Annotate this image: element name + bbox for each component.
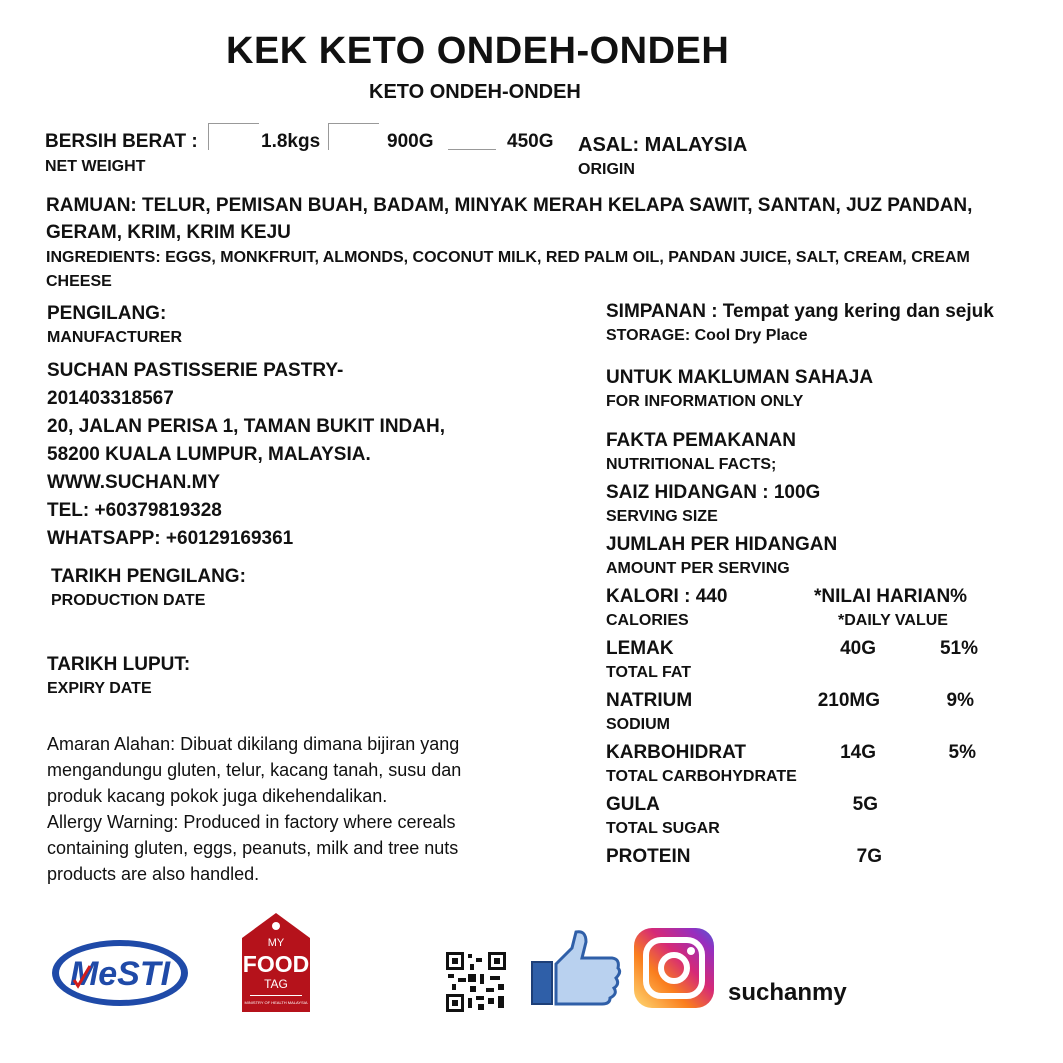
storage-label-en: STORAGE: Cool Dry Place [606, 327, 808, 344]
mesti-logo [50, 938, 190, 1008]
nutrient-name-en: TOTAL CARBOHYDRATE [606, 768, 797, 785]
instagram-handle[interactable]: suchanmy [728, 979, 847, 1006]
amount-per-serving: JUMLAH PER HIDANGAN [606, 534, 838, 555]
mesti-wordmark: MeSTI [69, 955, 171, 993]
ingredients-ms-line2: GERAM, KRIM, KRIM KEJU [46, 222, 291, 243]
net-weight-label: BERSIH BERAT : [45, 131, 198, 152]
myfoodtag-logo-graphic [240, 912, 312, 1014]
whatsapp-number: WHATSAPP: +60129169361 [47, 528, 294, 549]
nutrient-amount: 210MG [817, 690, 880, 711]
website-link[interactable]: WWW.SUCHAN.MY [47, 472, 221, 493]
nutrient-name: NATRIUM [606, 690, 693, 711]
serving-size: SAIZ HIDANGAN : 100G [606, 482, 821, 503]
nutrient-amount: 7G [856, 846, 882, 867]
weight-option-1: 1.8kgs [261, 131, 321, 152]
address-line: 20, JALAN PERISA 1, TAMAN BUKIT INDAH, [47, 416, 445, 437]
nutrient-name-en: SODIUM [606, 716, 670, 733]
manufacturer-label-en: MANUFACTURER [47, 329, 183, 346]
ingredients-en-line2: CHEESE [46, 273, 112, 290]
address-line: 58200 KUALA LUMPUR, MALAYSIA. [47, 444, 371, 465]
product-title: KEK KETO ONDEH-ONDEH [226, 30, 730, 72]
allergy-warning [47, 731, 527, 887]
allergy-en-line: products are also handled. [47, 864, 260, 884]
nutrient-amount: 5G [852, 794, 878, 815]
origin-label-en: ORIGIN [578, 161, 635, 178]
weight-checkbox-1[interactable] [208, 123, 259, 150]
daily-value-header: *NILAI HARIAN% [814, 586, 968, 607]
allergy-ms-line: produk kacang pokok juga dikehendalikan. [47, 786, 388, 806]
myfood-ministry: MINISTRY OF HEALTH MALAYSIA [244, 1000, 308, 1005]
nutrient-name: LEMAK [606, 638, 674, 659]
amount-per-serving-en: AMOUNT PER SERVING [606, 560, 790, 577]
myfood-my: MY [267, 937, 285, 949]
production-date-label: TARIKH PENGILANG: [51, 566, 246, 587]
product-subtitle: KETO ONDEH-ONDEH [369, 81, 581, 103]
nutrient-amount: 14G [840, 742, 876, 763]
daily-value-header-en: *DAILY VALUE [838, 612, 948, 629]
ingredients-ms-line1: RAMUAN: TELUR, PEMISAN BUAH, BADAM, MINYAK MERAH KELAPA SAWIT, SANTAN, JUZ PANDAN, [46, 195, 973, 216]
phone-number: TEL: +60379819328 [47, 500, 222, 521]
myfood-food: FOOD [242, 951, 310, 977]
net-weight-label-en: NET WEIGHT [45, 158, 146, 175]
nutrient-name-en: TOTAL FAT [606, 664, 692, 681]
weight-option-2: 900G [387, 131, 434, 152]
production-date-label-en: PRODUCTION DATE [51, 592, 206, 609]
nutrient-name-en: TOTAL SUGAR [606, 820, 720, 837]
nutrient-amount: 40G [840, 638, 876, 659]
allergy-ms-line: Amaran Alahan: Dibuat dikilang dimana bijiran yang [47, 734, 460, 754]
nutrient-name: GULA [606, 794, 660, 815]
nutrition-label-en: NUTRITIONAL FACTS; [606, 456, 777, 473]
allergy-ms-line: mengandungu gluten, telur, kacang tanah, susu dan [47, 760, 462, 780]
storage-label: SIMPANAN : Tempat yang kering dan sejuk [606, 301, 994, 322]
myfoodtag-logo [240, 912, 312, 1014]
address-line: SUCHAN PASTISSERIE PASTRY- [47, 360, 344, 381]
instagram-icon[interactable] [634, 928, 714, 1008]
manufacturer-label: PENGILANG: [47, 303, 167, 324]
myfood-tag: TAG [264, 977, 288, 991]
mesti-logo-graphic [50, 938, 190, 1008]
nutrient-dv: 9% [946, 690, 974, 711]
origin-label: ASAL: MALAYSIA [578, 134, 748, 156]
serving-size-en: SERVING SIZE [606, 508, 718, 525]
expiry-date-label-en: EXPIRY DATE [47, 680, 152, 697]
allergy-en-line: Allergy Warning: Produced in factory where cereals [47, 812, 456, 832]
ingredients-en-line1: INGREDIENTS: EGGS, MONKFRUIT, ALMONDS, COCONUT MILK, RED PALM OIL, PANDAN JUICE, SALT, CREAM, CREAM [46, 249, 970, 266]
nutrition-label: FAKTA PEMAKANAN [606, 430, 796, 451]
qr-code-icon[interactable] [446, 952, 506, 1012]
info-only-label: UNTUK MAKLUMAN SAHAJA [606, 367, 874, 388]
calories: KALORI : 440 [606, 586, 728, 607]
nutrient-dv: 51% [939, 638, 978, 659]
weight-option-3: 450G [507, 131, 554, 152]
expiry-date-label: TARIKH LUPUT: [47, 654, 191, 675]
nutrient-name: KARBOHIDRAT [606, 742, 747, 763]
nutrient-name: PROTEIN [606, 846, 691, 867]
manufacturer-address [47, 357, 547, 553]
weight-checkbox-2[interactable] [328, 123, 379, 150]
facebook-like-icon[interactable] [530, 928, 622, 1008]
info-only-label-en: FOR INFORMATION ONLY [606, 393, 804, 410]
allergy-en-line: containing gluten, eggs, peanuts, milk and tree nuts [47, 838, 459, 858]
nutrient-dv: 5% [948, 742, 976, 763]
weight-checkbox-3[interactable] [448, 123, 496, 150]
address-line: 201403318567 [47, 388, 174, 409]
calories-en: CALORIES [606, 612, 689, 629]
